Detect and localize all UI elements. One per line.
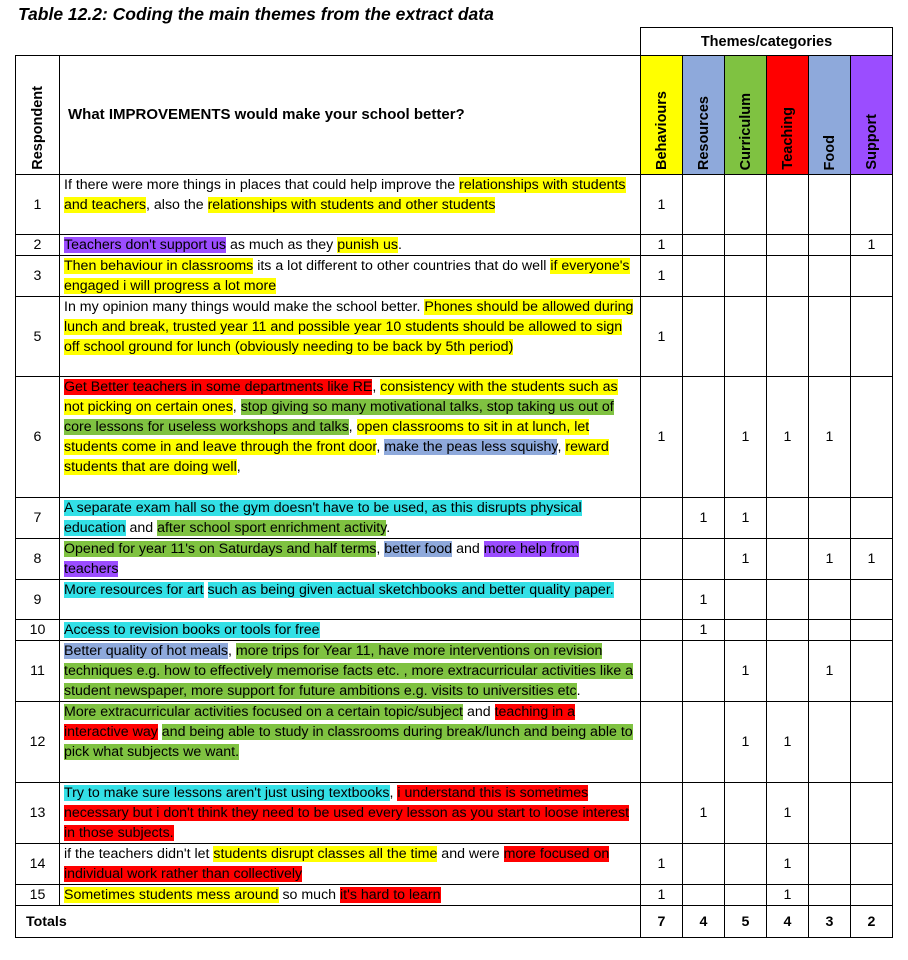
table-row <box>16 702 893 783</box>
response-text <box>60 175 641 235</box>
highlighted-segment: make the peas less squishy <box>384 439 558 455</box>
mark-behaviours: 1 <box>641 297 683 377</box>
highlighted-segment: Sometimes students mess around <box>64 887 279 903</box>
theme-header-food <box>809 56 851 175</box>
theme-header-label: Behaviours <box>653 91 670 170</box>
mark-resources: 1 <box>683 783 725 844</box>
mark-resources <box>683 377 725 498</box>
respondent-id: 7 <box>16 498 60 539</box>
mark-food <box>809 498 851 539</box>
mark-behaviours: 1 <box>641 885 683 906</box>
highlighted-segment: better food <box>384 541 453 557</box>
mark-teaching <box>767 256 809 297</box>
header-spacer <box>16 28 641 56</box>
highlighted-segment: Try to make sure lessons aren't just using textbooks <box>64 785 390 801</box>
total-teaching: 4 <box>767 906 809 938</box>
mark-curriculum <box>725 580 767 620</box>
mark-support: 1 <box>851 235 893 256</box>
text-segment: , <box>232 399 241 415</box>
mark-food <box>809 580 851 620</box>
table-row <box>16 256 893 297</box>
mark-behaviours: 1 <box>641 256 683 297</box>
highlighted-segment: if everyone's engaged i will progress a lot more <box>64 258 630 294</box>
mark-curriculum <box>725 297 767 377</box>
table-row <box>16 844 893 885</box>
mark-teaching <box>767 297 809 377</box>
highlighted-segment: Then behaviour in classrooms <box>64 258 254 274</box>
highlighted-segment: and being able to study in classrooms during break/lunch and being able to pick what subjects we want. <box>64 724 633 760</box>
mark-teaching <box>767 498 809 539</box>
mark-support <box>851 702 893 783</box>
mark-food <box>809 885 851 906</box>
highlighted-segment: Opened for year 11's on Saturdays and half terms <box>64 541 377 557</box>
mark-support <box>851 844 893 885</box>
mark-behaviours: 1 <box>641 175 683 235</box>
mark-teaching <box>767 175 809 235</box>
response-text <box>60 539 641 580</box>
highlighted-segment: Teachers don't support us <box>64 237 227 253</box>
mark-behaviours <box>641 498 683 539</box>
highlighted-segment: stop giving so many motivational talks, stop taking us out of core lessons for useless workshops and talks <box>64 399 614 435</box>
mark-food <box>809 783 851 844</box>
text-segment: and <box>463 704 495 720</box>
text-segment: , <box>389 785 398 801</box>
themes-header: Themes/categories <box>641 28 893 56</box>
mark-curriculum <box>725 620 767 641</box>
mark-behaviours <box>641 783 683 844</box>
mark-curriculum: 1 <box>725 498 767 539</box>
mark-behaviours <box>641 620 683 641</box>
table-title: Table 12.2: Coding the main themes from the extract data <box>18 4 494 24</box>
theme-header-label: Food <box>821 134 838 170</box>
respondent-id: 12 <box>16 702 60 783</box>
highlighted-segment: consistency with the students such as not picking on certain ones <box>64 379 618 415</box>
mark-support <box>851 498 893 539</box>
respondent-id: 1 <box>16 175 60 235</box>
respondent-header <box>16 56 60 175</box>
highlighted-segment: A separate exam hall so the gym doesn't have to be used, as this disrupts physical education <box>64 500 582 536</box>
mark-curriculum: 1 <box>725 377 767 498</box>
mark-teaching <box>767 620 809 641</box>
text-segment: In my opinion many things would make the school better. <box>64 299 425 315</box>
highlighted-segment: it's hard to learn <box>340 887 441 903</box>
mark-behaviours <box>641 641 683 702</box>
mark-resources: 1 <box>683 580 725 620</box>
table-row <box>16 539 893 580</box>
table-row <box>16 783 893 844</box>
mark-resources <box>683 844 725 885</box>
mark-food: 1 <box>809 377 851 498</box>
mark-support <box>851 175 893 235</box>
highlighted-segment: reward students that are doing well <box>64 439 609 475</box>
highlighted-segment: Access to revision books or tools for free <box>64 622 320 638</box>
text-segment: as much as they <box>226 237 338 253</box>
mark-resources <box>683 539 725 580</box>
mark-behaviours <box>641 580 683 620</box>
mark-curriculum <box>725 235 767 256</box>
highlighted-segment: more trips for Year 11, have more interventions on revision techniques e.g. how to effectively memorise facts etc. , more extracurricular activities like a student newspaper, more support for future ambitions e.g. visits to universities etc <box>64 643 634 699</box>
mark-resources <box>683 175 725 235</box>
table-row <box>16 498 893 539</box>
mark-behaviours <box>641 702 683 783</box>
text-segment: , <box>557 439 566 455</box>
text-segment: and <box>452 541 484 557</box>
mark-behaviours: 1 <box>641 235 683 256</box>
mark-resources <box>683 297 725 377</box>
mark-behaviours: 1 <box>641 377 683 498</box>
text-segment: , also the <box>146 197 208 213</box>
highlighted-segment: teaching in a interactive way <box>64 704 576 740</box>
theme-header-support <box>851 56 893 175</box>
text-segment: If there were more things in places that could help improve the <box>64 177 460 193</box>
theme-header-label: Resources <box>695 95 712 170</box>
totals-row <box>16 906 893 938</box>
respondent-id: 8 <box>16 539 60 580</box>
mark-curriculum: 1 <box>725 641 767 702</box>
mark-teaching: 1 <box>767 377 809 498</box>
text-segment: and were <box>437 846 504 862</box>
mark-food <box>809 702 851 783</box>
theme-header-label: Teaching <box>779 107 796 170</box>
text-segment: if the teachers didn't let <box>64 846 214 862</box>
mark-support <box>851 783 893 844</box>
total-support: 2 <box>851 906 893 938</box>
highlighted-segment: students disrupt classes all the time <box>213 846 438 862</box>
mark-teaching <box>767 235 809 256</box>
text-segment: , <box>376 439 385 455</box>
mark-support <box>851 297 893 377</box>
highlighted-segment: more focused on individual work rather than collectively <box>64 846 610 882</box>
highlighted-segment: Phones should be allowed during lunch and break, trusted year 11 and possible year 10 students should be allowed to sign off school ground for lunch (obviously needing to be back by 5th period) <box>64 299 634 355</box>
text-segment: its a lot different to other countries that do well <box>253 258 551 274</box>
mark-curriculum <box>725 175 767 235</box>
text-segment: , <box>236 459 241 475</box>
mark-food <box>809 620 851 641</box>
response-text <box>60 844 641 885</box>
response-text <box>60 256 641 297</box>
theme-header-behaviours <box>641 56 683 175</box>
mark-teaching: 1 <box>767 844 809 885</box>
question-header: What IMPROVEMENTS would make your school better? <box>60 56 641 175</box>
text-segment: . <box>397 237 402 253</box>
mark-support: 1 <box>851 539 893 580</box>
mark-curriculum <box>725 783 767 844</box>
text-segment <box>204 582 208 598</box>
table-row <box>16 580 893 620</box>
highlighted-segment: Get Better teachers in some departments like RE <box>64 379 373 395</box>
text-segment: and <box>125 520 158 536</box>
highlighted-segment: relationships with students and teachers <box>64 177 626 213</box>
response-text <box>60 235 641 256</box>
highlighted-segment: relationships with students and other students <box>207 197 496 213</box>
respondent-id: 14 <box>16 844 60 885</box>
mark-teaching: 1 <box>767 702 809 783</box>
highlighted-segment: after school sport enrichment activity <box>157 520 387 536</box>
table-row <box>16 620 893 641</box>
mark-resources <box>683 641 725 702</box>
mark-food <box>809 175 851 235</box>
response-text <box>60 783 641 844</box>
mark-behaviours <box>641 539 683 580</box>
theme-header-curriculum <box>725 56 767 175</box>
mark-resources: 1 <box>683 620 725 641</box>
text-segment: , <box>348 419 357 435</box>
respondent-id: 11 <box>16 641 60 702</box>
highlighted-segment: open classrooms to sit in at lunch, let students come in and leave through the front door <box>64 419 590 455</box>
respondent-id: 5 <box>16 297 60 377</box>
mark-teaching <box>767 539 809 580</box>
mark-support <box>851 641 893 702</box>
table-row <box>16 885 893 906</box>
mark-food <box>809 297 851 377</box>
highlighted-segment: Better quality of hot meals <box>64 643 229 659</box>
mark-food <box>809 235 851 256</box>
mark-support <box>851 885 893 906</box>
mark-teaching <box>767 580 809 620</box>
response-text <box>60 702 641 783</box>
text-segment: , <box>372 379 381 395</box>
table-row <box>16 175 893 235</box>
mark-support <box>851 620 893 641</box>
mark-teaching: 1 <box>767 783 809 844</box>
total-behaviours: 7 <box>641 906 683 938</box>
theme-header-label: Support <box>863 114 880 170</box>
mark-resources <box>683 256 725 297</box>
highlighted-segment: i understand this is sometimes necessary but i don't think they need to be used every lesson as you start to loose interest in those subjects. <box>64 785 630 841</box>
total-food: 3 <box>809 906 851 938</box>
respondent-id: 6 <box>16 377 60 498</box>
respondent-id: 10 <box>16 620 60 641</box>
coding-table <box>15 27 893 938</box>
response-text <box>60 297 641 377</box>
mark-resources <box>683 885 725 906</box>
text-segment: . <box>576 683 581 699</box>
text-segment: , <box>228 643 236 659</box>
mark-curriculum: 1 <box>725 539 767 580</box>
mark-food <box>809 844 851 885</box>
text-segment: , <box>376 541 385 557</box>
mark-resources <box>683 235 725 256</box>
theme-header-teaching <box>767 56 809 175</box>
highlighted-segment: More extracurricular activities focused on a certain topic/subject <box>64 704 464 720</box>
mark-resources <box>683 702 725 783</box>
response-text <box>60 498 641 539</box>
highlighted-segment: More resources for art <box>64 582 204 598</box>
mark-curriculum: 1 <box>725 702 767 783</box>
mark-food <box>809 256 851 297</box>
table-row <box>16 235 893 256</box>
mark-teaching: 1 <box>767 885 809 906</box>
highlighted-segment: such as being given actual sketchbooks and better quality paper. <box>207 582 614 598</box>
respondent-id: 2 <box>16 235 60 256</box>
mark-resources: 1 <box>683 498 725 539</box>
respondent-id: 13 <box>16 783 60 844</box>
text-segment: . <box>386 520 391 536</box>
response-text <box>60 580 641 620</box>
response-text <box>60 885 641 906</box>
total-curriculum: 5 <box>725 906 767 938</box>
mark-support <box>851 377 893 498</box>
table-row <box>16 297 893 377</box>
highlighted-segment: more help from teachers <box>64 541 580 577</box>
mark-food: 1 <box>809 539 851 580</box>
totals-label: Totals <box>16 906 641 938</box>
mark-food: 1 <box>809 641 851 702</box>
mark-teaching <box>767 641 809 702</box>
table-row <box>16 641 893 702</box>
respondent-header-label: Respondent <box>29 86 46 170</box>
mark-curriculum <box>725 844 767 885</box>
response-text <box>60 377 641 498</box>
theme-header-resources <box>683 56 725 175</box>
respondent-id: 9 <box>16 580 60 620</box>
mark-support <box>851 580 893 620</box>
highlighted-segment: punish us <box>337 237 398 253</box>
response-text <box>60 641 641 702</box>
mark-behaviours: 1 <box>641 844 683 885</box>
theme-header-label: Curriculum <box>737 92 754 170</box>
mark-curriculum <box>725 885 767 906</box>
text-segment: so much <box>278 887 341 903</box>
mark-support <box>851 256 893 297</box>
table-row <box>16 377 893 498</box>
respondent-id: 15 <box>16 885 60 906</box>
total-resources: 4 <box>683 906 725 938</box>
mark-curriculum <box>725 256 767 297</box>
respondent-id: 3 <box>16 256 60 297</box>
response-text <box>60 620 641 641</box>
